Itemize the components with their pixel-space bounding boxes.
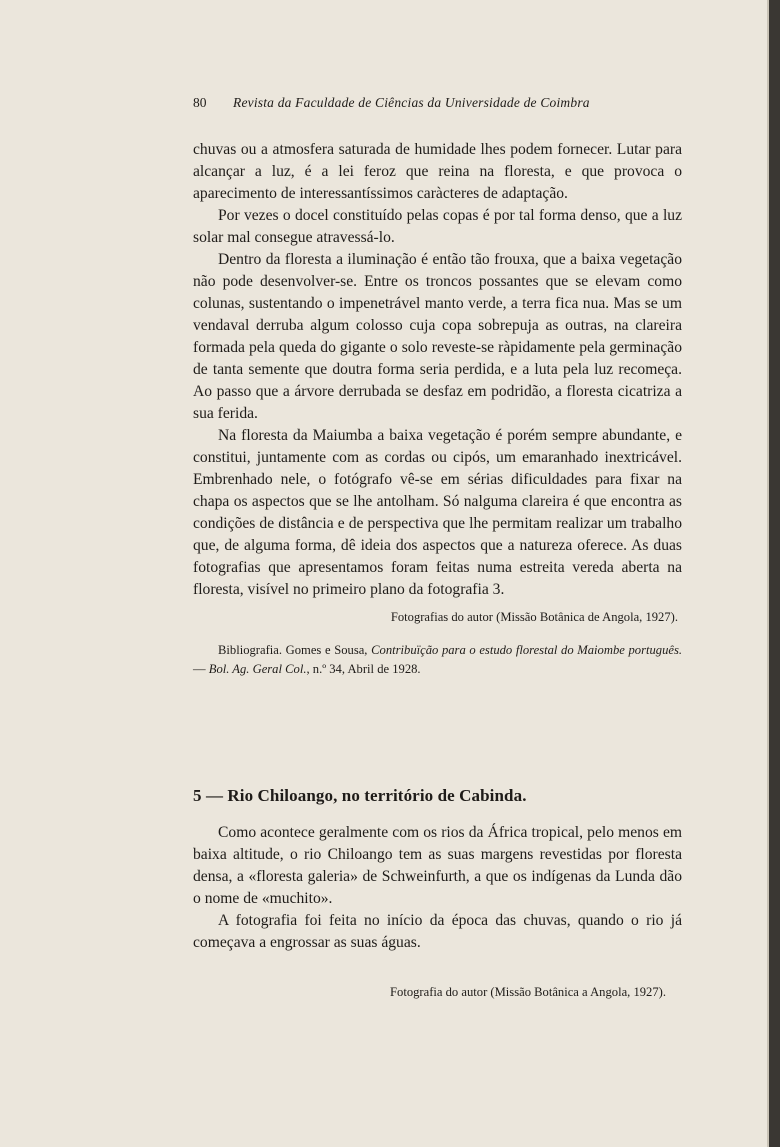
paragraph-1: chuvas ou a atmosfera saturada de humidade lhes podem fornecer. Lutar para alcançar a luz, é a lei feroz que reina na floresta, e que provoca o aparecimento de interessantíssimos caràcteres de adaptação. — [193, 141, 682, 202]
section-heading: 5 — Rio Chiloango, no território de Cabinda. — [193, 786, 527, 805]
bibliography-series: Bol. Ag. Geral Col. — [208, 662, 307, 676]
journal-title: Revista da Faculdade de Ciências da Universidade de Coimbra — [233, 95, 590, 110]
section-paragraph-1: Como acontece geralmente com os rios da África tropical, pelo menos em baixa altitude, o rio Chiloango tem as suas margens revestidas por floresta densa, a «floresta galeria» de Schweinfurth, a que os indígenas da Lunda dão o nome de «muchito». — [193, 824, 682, 907]
bibliography-lead: Bibliografia. Gomes e Sousa, — [218, 643, 368, 657]
bibliography-work-title: Contribuïção para o estudo florestal do Maiombe português. — [371, 643, 683, 657]
bibliography-tail: , n.º 34, Abril de 1928. — [306, 662, 421, 676]
running-header — [193, 95, 653, 111]
bibliography — [193, 641, 682, 679]
bibliography-dash: — — [193, 662, 209, 676]
section-text — [193, 822, 682, 954]
section-photo-credit: Fotografia do autor (Missão Botânica a Angola, 1927). — [390, 985, 666, 999]
paragraph-3: Dentro da floresta a iluminação é então tão frouxa, que a baixa vegetação não pode desenvolver-se. Entre os troncos possantes que se elevam como colunas, sustentando o impenetrável manto verde, a terra fica nua. Mas se um vendaval derruba algum colosso cuja copa sobrepuja as outras, na clareira formada pela queda do gigante o solo reveste-se ràpidamente pela germinação de tanta semente que doutra forma seria perdida, e a luta pela luz recomeça. Ao passo que a árvore derrubada se desfaz em podridão, a floresta cicatriza a sua ferida. — [193, 251, 682, 422]
paragraph-4: Na floresta da Maiumba a baixa vegetação é porém sempre abundante, e constitui, juntamente com as cordas ou cipós, um emaranhado inextricável. Embrenhado nele, o fotógrafo vê-se em sérias dificuldades para fixar na chapa os aspectos que se lhe antolham. Só nalguma clareira é que encontra as condições de distância e de perspectiva que lhe permitam realizar um trabalho que, de alguma forma, dê ideia dos aspectos que a natureza oferece. As duas fotografias que apresentamos foram feitas numa estreita vereda aberta na floresta, visível no primeiro plano da fotografia 3. — [193, 427, 682, 598]
section-paragraph-2: A fotografia foi feita no início da época das chuvas, quando o rio já começava a engrossar as suas águas. — [193, 912, 682, 951]
page-number: 80 — [193, 95, 207, 110]
main-text — [193, 139, 682, 679]
paragraph-2: Por vezes o docel constituído pelas copas é por tal forma denso, que a luz solar mal consegue atravessá-lo. — [193, 207, 682, 246]
photo-credit: Fotografias do autor (Missão Botânica de Angola, 1927). — [390, 610, 678, 624]
